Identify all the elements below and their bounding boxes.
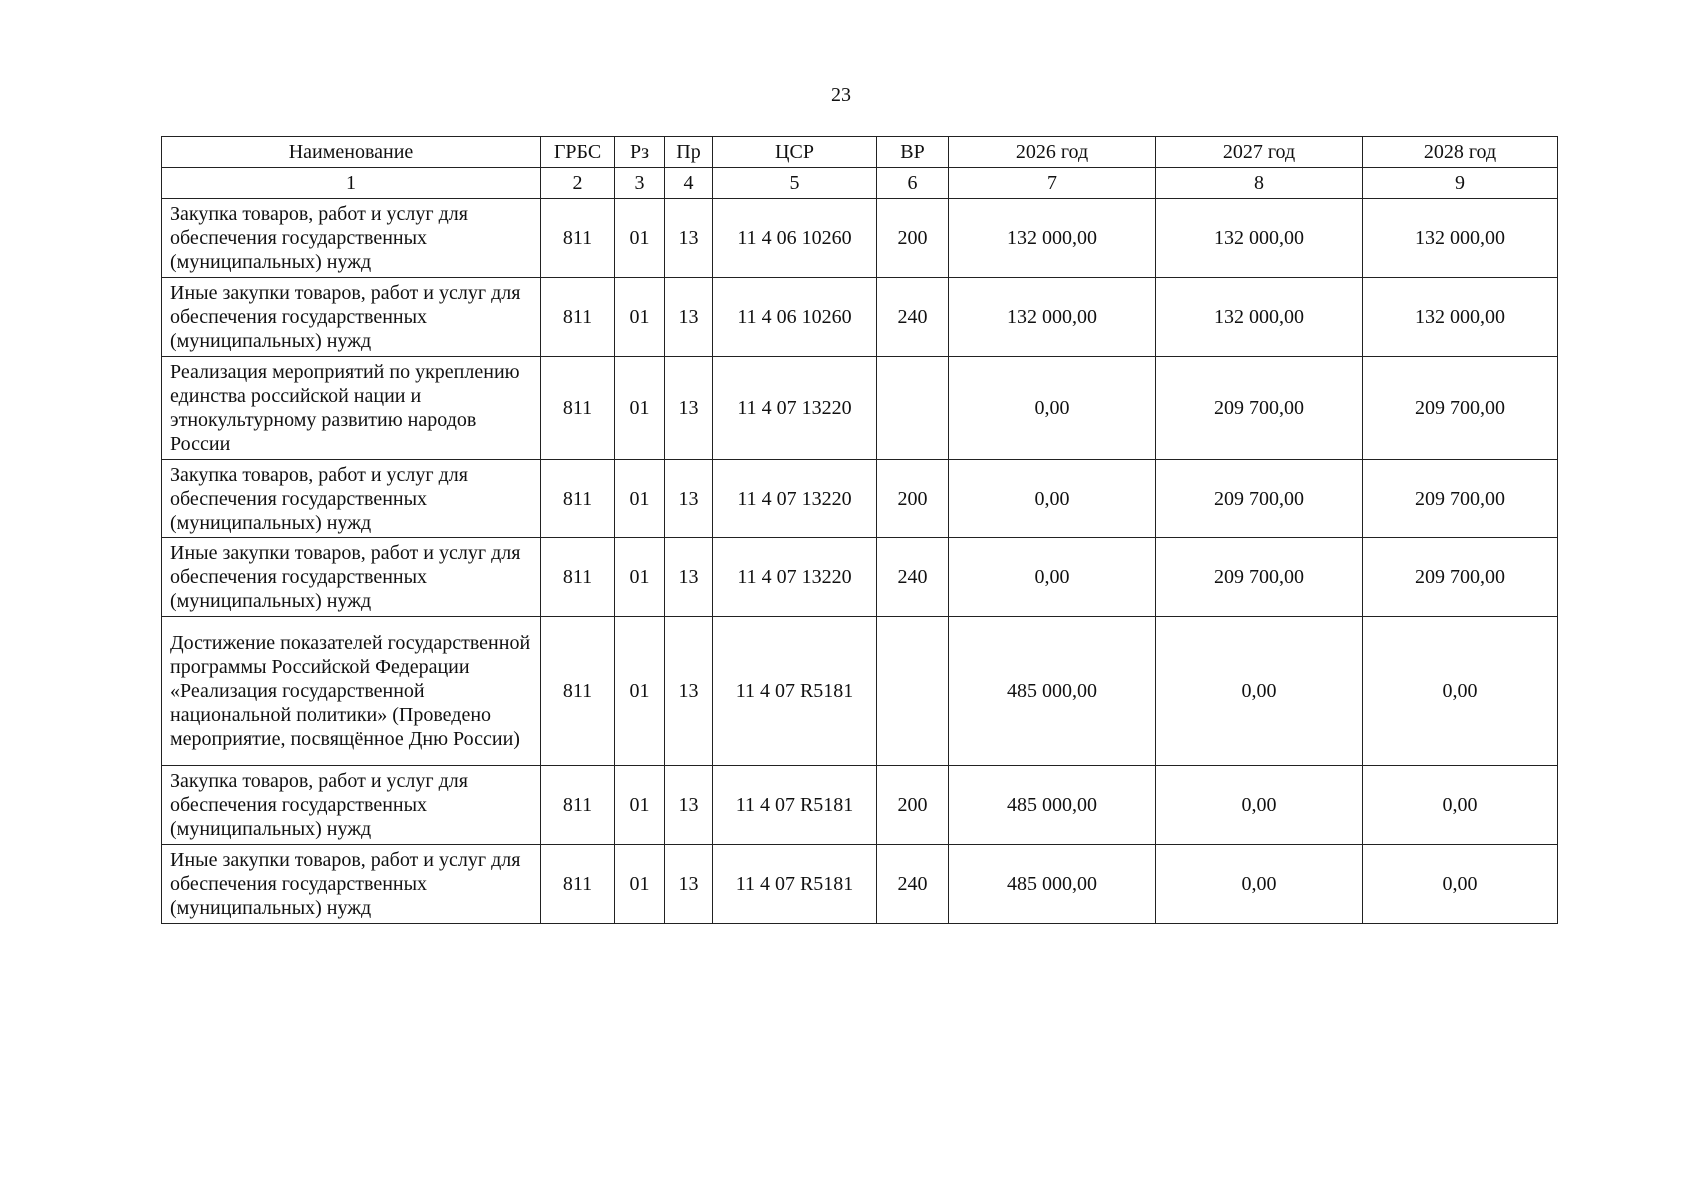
vr-cell: [877, 617, 949, 766]
amount-2026-cell: 485 000,00: [949, 766, 1156, 845]
grbs-cell: 811: [541, 617, 615, 766]
name-cell: Достижение показателей государственной программы Российской Федерации «Реализация государственной национальной политики» (Проведено мероприятие, посвящённое Дню России): [162, 617, 541, 766]
amount-2027-cell: 132 000,00: [1156, 278, 1363, 357]
amount-2028-cell: 0,00: [1363, 845, 1558, 924]
name-cell: Закупка товаров, работ и услуг для обеспечения государственных (муниципальных) нужд: [162, 460, 541, 538]
column-number-cell: 8: [1156, 168, 1363, 199]
column-number-cell: 2: [541, 168, 615, 199]
column-number-cell: 4: [665, 168, 713, 199]
table-row: [162, 845, 1558, 924]
grbs-cell: 811: [541, 357, 615, 460]
amount-2028-cell: 209 700,00: [1363, 460, 1558, 538]
header-row: [162, 137, 1558, 168]
rz-cell: 01: [615, 199, 665, 278]
vr-cell: 200: [877, 199, 949, 278]
amount-2027-cell: 0,00: [1156, 766, 1363, 845]
amount-2026-cell: 485 000,00: [949, 617, 1156, 766]
pr-cell: 13: [665, 199, 713, 278]
amount-2027-cell: 0,00: [1156, 617, 1363, 766]
page-number: 23: [831, 84, 851, 106]
name-cell: Закупка товаров, работ и услуг для обеспечения государственных (муниципальных) нужд: [162, 199, 541, 278]
amount-2028-cell: 132 000,00: [1363, 278, 1558, 357]
pr-cell: 13: [665, 845, 713, 924]
pr-cell: 13: [665, 538, 713, 617]
vr-cell: 240: [877, 278, 949, 357]
amount-2027-cell: 132 000,00: [1156, 199, 1363, 278]
vr-cell: 200: [877, 460, 949, 538]
csr-cell: 11 4 07 R5181: [713, 617, 877, 766]
amount-2026-cell: 485 000,00: [949, 845, 1156, 924]
column-number-cell: 3: [615, 168, 665, 199]
csr-cell: 11 4 07 R5181: [713, 845, 877, 924]
rz-cell: 01: [615, 357, 665, 460]
header-cell: ВР: [877, 137, 949, 168]
amount-2028-cell: 209 700,00: [1363, 357, 1558, 460]
csr-cell: 11 4 06 10260: [713, 278, 877, 357]
amount-2027-cell: 209 700,00: [1156, 357, 1363, 460]
name-cell: Иные закупки товаров, работ и услуг для обеспечения государственных (муниципальных) нужд: [162, 845, 541, 924]
rz-cell: 01: [615, 766, 665, 845]
pr-cell: 13: [665, 357, 713, 460]
name-cell: Иные закупки товаров, работ и услуг для обеспечения государственных (муниципальных) нужд: [162, 538, 541, 617]
csr-cell: 11 4 07 13220: [713, 538, 877, 617]
header-cell: Наименование: [162, 137, 541, 168]
grbs-cell: 811: [541, 199, 615, 278]
header-cell: ЦСР: [713, 137, 877, 168]
pr-cell: 13: [665, 766, 713, 845]
header-cell: 2028 год: [1363, 137, 1558, 168]
grbs-cell: 811: [541, 538, 615, 617]
rz-cell: 01: [615, 278, 665, 357]
csr-cell: 11 4 07 13220: [713, 357, 877, 460]
pr-cell: 13: [665, 617, 713, 766]
csr-cell: 11 4 06 10260: [713, 199, 877, 278]
amount-2026-cell: 0,00: [949, 460, 1156, 538]
pr-cell: 13: [665, 278, 713, 357]
column-number-cell: 5: [713, 168, 877, 199]
table-row: [162, 460, 1558, 538]
amount-2027-cell: 209 700,00: [1156, 538, 1363, 617]
header-cell: 2026 год: [949, 137, 1156, 168]
vr-cell: 200: [877, 766, 949, 845]
column-number-row: [162, 168, 1558, 199]
rz-cell: 01: [615, 617, 665, 766]
grbs-cell: 811: [541, 845, 615, 924]
name-cell: Закупка товаров, работ и услуг для обеспечения государственных (муниципальных) нужд: [162, 766, 541, 845]
vr-cell: 240: [877, 538, 949, 617]
csr-cell: 11 4 07 13220: [713, 460, 877, 538]
column-number-cell: 6: [877, 168, 949, 199]
rz-cell: 01: [615, 538, 665, 617]
rz-cell: 01: [615, 460, 665, 538]
amount-2028-cell: 0,00: [1363, 617, 1558, 766]
amount-2028-cell: 0,00: [1363, 766, 1558, 845]
header-cell: Пр: [665, 137, 713, 168]
amount-2026-cell: 0,00: [949, 538, 1156, 617]
header-cell: 2027 год: [1156, 137, 1363, 168]
grbs-cell: 811: [541, 460, 615, 538]
csr-cell: 11 4 07 R5181: [713, 766, 877, 845]
amount-2026-cell: 0,00: [949, 357, 1156, 460]
table-row: [162, 766, 1558, 845]
rz-cell: 01: [615, 845, 665, 924]
column-number-cell: 7: [949, 168, 1156, 199]
table-row: [162, 199, 1558, 278]
table-row: [162, 617, 1558, 766]
table-row: [162, 357, 1558, 460]
budget-table: [161, 136, 1558, 924]
name-cell: Иные закупки товаров, работ и услуг для обеспечения государственных (муниципальных) нужд: [162, 278, 541, 357]
amount-2028-cell: 209 700,00: [1363, 538, 1558, 617]
vr-cell: [877, 357, 949, 460]
pr-cell: 13: [665, 460, 713, 538]
amount-2028-cell: 132 000,00: [1363, 199, 1558, 278]
header-cell: Рз: [615, 137, 665, 168]
amount-2027-cell: 0,00: [1156, 845, 1363, 924]
header-cell: ГРБС: [541, 137, 615, 168]
column-number-cell: 9: [1363, 168, 1558, 199]
name-cell: Реализация мероприятий по укреплению единства российской нации и этнокультурному развитию народов России: [162, 357, 541, 460]
grbs-cell: 811: [541, 278, 615, 357]
table-row: [162, 538, 1558, 617]
column-number-cell: 1: [162, 168, 541, 199]
vr-cell: 240: [877, 845, 949, 924]
amount-2026-cell: 132 000,00: [949, 199, 1156, 278]
grbs-cell: 811: [541, 766, 615, 845]
amount-2026-cell: 132 000,00: [949, 278, 1156, 357]
amount-2027-cell: 209 700,00: [1156, 460, 1363, 538]
table-row: [162, 278, 1558, 357]
